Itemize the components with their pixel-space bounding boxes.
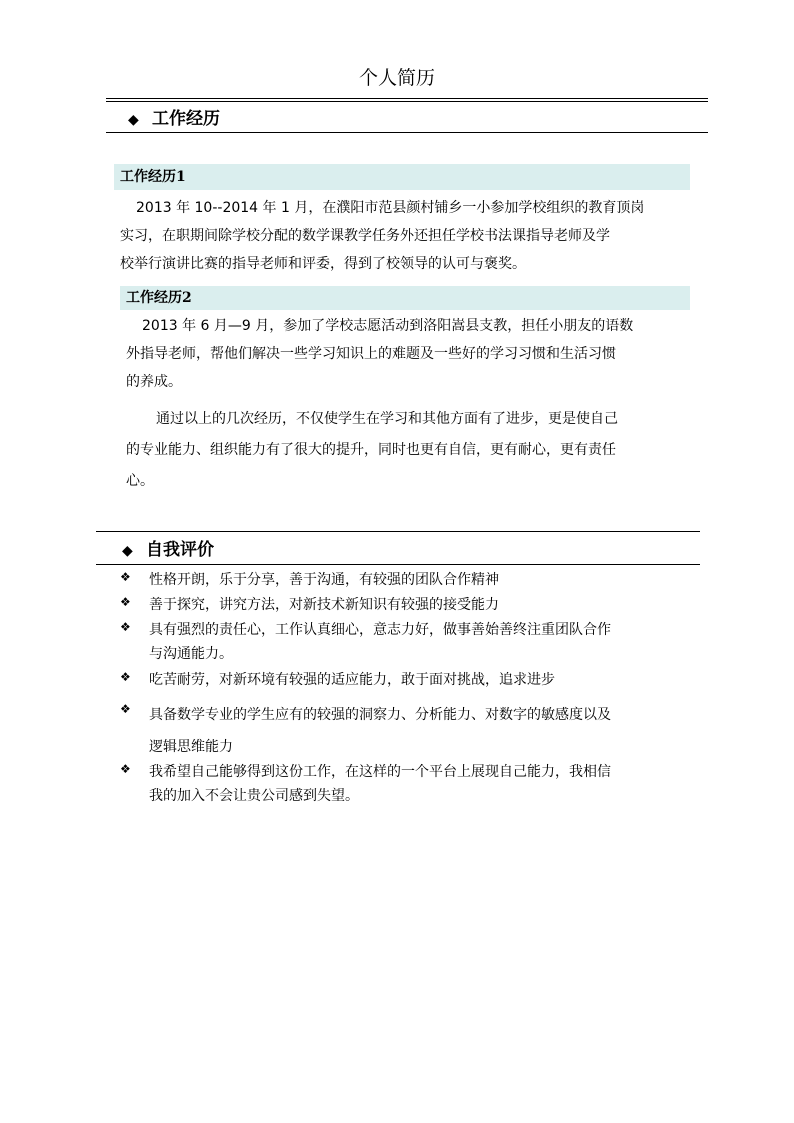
- diamond-star-bullet-icon: ❖: [120, 702, 131, 716]
- text-line: 2013 年 6 月—9 月，参加了学校志愿活动到洛阳嵩县支教，担任小朋友的语数: [142, 318, 634, 334]
- text-line: 的专业能力、组织能力有了很大的提升，同时也更有自信，更有耐心，更有责任: [126, 442, 616, 458]
- text-line: 吃苦耐劳，对新环境有较强的适应能力，敢于面对挑战，追求进步: [149, 672, 555, 688]
- diamond-star-bullet-icon: ❖: [120, 595, 131, 609]
- text-line: 校举行演讲比赛的指导老师和评委，得到了校领导的认可与褒奖。: [120, 256, 526, 272]
- text-line: 性格开朗，乐于分享，善于沟通，有较强的团队合作精神: [149, 572, 499, 588]
- work-summary: [126, 404, 618, 497]
- self-section-title: 自我评价: [146, 540, 214, 560]
- work-heading-underline: [106, 132, 708, 133]
- diamond-bullet-icon: ◆: [128, 112, 139, 128]
- work-entry-2-heading: [120, 286, 690, 310]
- diamond-star-bullet-icon: ❖: [120, 670, 131, 684]
- text-line: 具备数学专业的学生应有的较强的洞察力、分析能力、对数字的敏感度以及: [149, 707, 611, 723]
- work-entry-2-number: 2: [182, 290, 192, 306]
- self-section-heading: [122, 538, 214, 563]
- diamond-star-bullet-icon: ❖: [120, 762, 131, 776]
- diamond-star-bullet-icon: ❖: [120, 620, 131, 634]
- text-line: 逻辑思维能力: [149, 739, 233, 755]
- text-line: 外指导老师，帮他们解决一些学习知识上的难题及一些好的学习习惯和生活习惯: [126, 346, 616, 362]
- text-line: 实习，在职期间除学校分配的数学课教学任务外还担任学校书法课指导老师及学: [120, 228, 610, 244]
- text-line: 善于探究，讲究方法，对新技术新知识有较强的接受能力: [149, 597, 499, 613]
- list-item-text: [149, 668, 555, 692]
- work-entry-1-text: [120, 194, 644, 278]
- text-line: 我希望自己能够得到这份工作，在这样的一个平台上展现自己能力，我相信: [149, 764, 611, 780]
- list-item-text: [149, 593, 499, 617]
- text-line: 通过以上的几次经历，不仅使学生在学习和其他方面有了进步，更是使自己: [156, 411, 618, 427]
- page-title: 个人简历: [358, 67, 435, 89]
- list-item-text: [149, 699, 611, 763]
- work-entry-2-text: [126, 312, 633, 396]
- list-item-text: [149, 618, 611, 666]
- diamond-star-bullet-icon: ❖: [120, 570, 131, 584]
- diamond-bullet-icon: ◆: [122, 543, 133, 559]
- list-item-text: [149, 568, 499, 592]
- work-entry-1-label: 工作经历: [120, 169, 176, 185]
- work-section-heading: [128, 107, 220, 132]
- title-double-rule: [106, 98, 708, 99]
- text-line: 2013 年 10--2014 年 1 月，在濮阳市范县颜村铺乡一小参加学校组织的教育顶岗: [136, 200, 645, 216]
- self-section-top-rule: [96, 531, 700, 532]
- text-line: 我的加入不会让贵公司感到失望。: [149, 788, 359, 804]
- work-entry-2-label: 工作经历: [126, 290, 182, 306]
- work-entry-1-number: 1: [176, 169, 186, 185]
- text-line: 心。: [126, 473, 154, 489]
- work-section-title: 工作经历: [152, 109, 220, 129]
- text-line: 的养成。: [126, 374, 182, 390]
- list-item-text: [149, 760, 611, 808]
- title-double-rule-thick: [106, 101, 708, 102]
- text-line: 与沟通能力。: [149, 646, 233, 662]
- work-entry-1-heading: [114, 164, 690, 190]
- self-heading-underline: [96, 564, 700, 565]
- text-line: 具有强烈的责任心，工作认真细心，意志力好，做事善始善终注重团队合作: [149, 622, 611, 638]
